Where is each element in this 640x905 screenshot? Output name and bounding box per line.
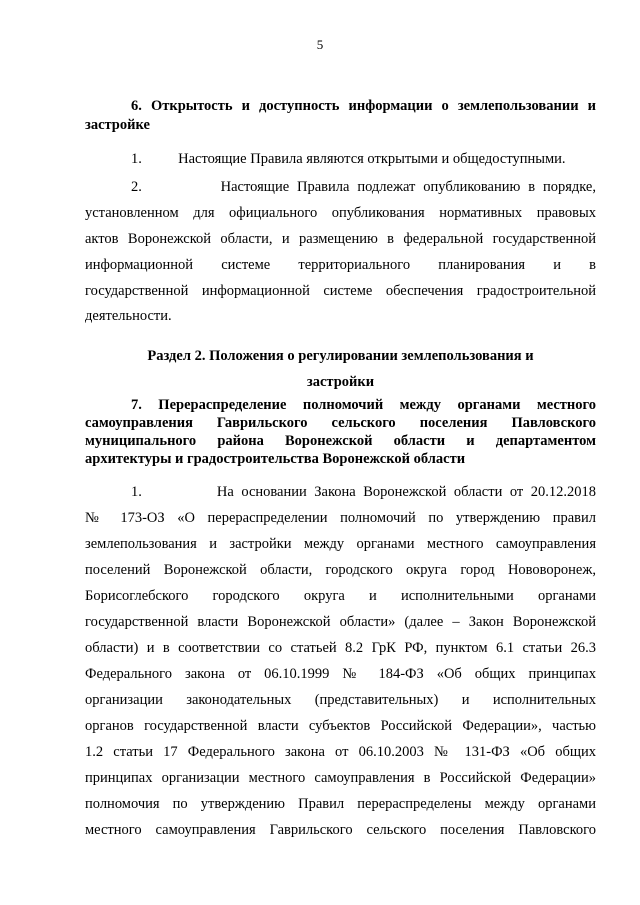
section-7-heading-line: архитектуры и градостроительства Воронежской области <box>85 451 466 467</box>
part-2-title-line-1: Раздел 2. Положения о регулировании землепользования и <box>147 348 534 364</box>
section-7-item-1-line: организации законодательных (представительных) и исполнительных <box>85 692 596 708</box>
section-7-item-1-line: принципах организации местного самоуправления в Российской Федерации» <box>85 770 596 786</box>
section-7-heading-line: муниципального района Воронежской области и департаментом <box>85 433 596 449</box>
section-7-item-1-line: 1.2 статьи 17 Федерального закона от 06.10.2003 № 131-ФЗ «Об общих <box>85 744 596 760</box>
section-6-heading-line-1: 6. Открытость и доступность информации о землепользовании и <box>131 98 596 114</box>
part-2-title-line-2: застройки <box>306 374 375 390</box>
page-number: 5 <box>316 37 324 52</box>
section-7-item-1-line: органов государственной власти субъектов Российской Федерации», частью <box>85 718 596 734</box>
section-6-item-2-line: 2. Настоящие Правила подлежат опубликованию в порядке, <box>131 179 596 195</box>
section-7-item-1-line: полномочия по утверждению Правил перераспределены между органами <box>85 796 596 812</box>
section-7-heading-line: самоуправления Гаврильского сельского поселения Павловского <box>85 415 596 431</box>
section-7-item-1-line: Борисоглебского городского округа и исполнительными органами <box>85 588 596 604</box>
section-7-item-1-line: землепользования и застройки между органами местного самоуправления <box>85 536 596 552</box>
section-7-item-1-line: поселений Воронежской области, городского округа город Нововоронеж, <box>85 562 596 578</box>
section-7-item-1-line: области) и в соответствии со статьей 8.2 ГрК РФ, пунктом 6.1 статьи 26.3 <box>85 640 596 656</box>
section-7-heading-line: 7. Перераспределение полномочий между органами местного <box>131 397 596 413</box>
section-6-heading-line-2: застройке <box>85 117 150 133</box>
section-6-item-2-line: актов Воронежской области, и размещению в федеральной государственной <box>85 231 596 247</box>
section-6-item-2-line: деятельности. <box>85 308 172 324</box>
section-7-item-1-line: Федерального закона от 06.10.1999 № 184-ФЗ «Об общих принципах <box>85 666 596 682</box>
section-7-item-1-line: № 173-ОЗ «О перераспределении полномочий по утверждению правил <box>85 510 596 526</box>
section-6-item-1: 1. Настоящие Правила являются открытыми и общедоступными. <box>131 151 566 167</box>
section-7-item-1-line: 1. На основании Закона Воронежской области от 20.12.2018 <box>131 484 596 500</box>
section-7-item-1-line: местного самоуправления Гаврильского сельского поселения Павловского <box>85 822 596 838</box>
section-6-item-2-line: государственной информационной системе обеспечения градостроительной <box>85 283 596 299</box>
section-6-item-2-line: установленном для официального опубликования нормативных правовых <box>85 205 596 221</box>
section-7-item-1-line: государственной власти Воронежской области» (далее – Закон Воронежской <box>85 614 596 630</box>
section-6-item-2-line: информационной системе территориального планирования и в <box>85 257 596 273</box>
